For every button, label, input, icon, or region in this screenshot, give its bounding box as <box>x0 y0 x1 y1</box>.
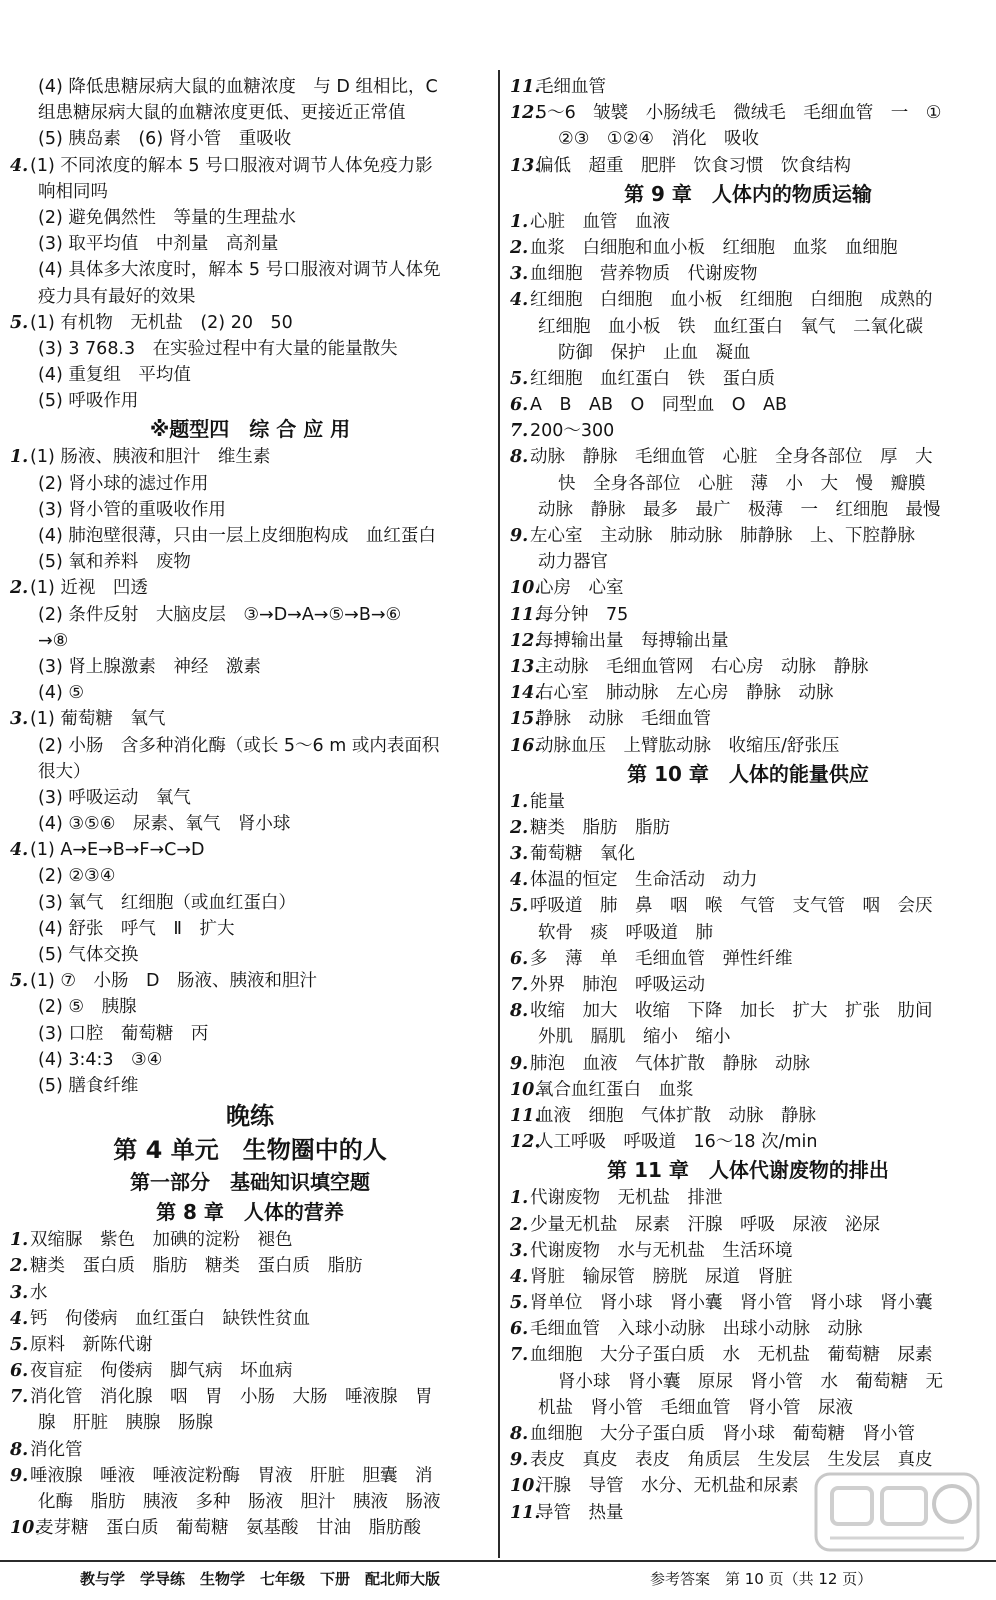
item-number: 9. <box>510 1450 529 1471</box>
answer-line: 很大） <box>38 761 91 782</box>
item-number: 2. <box>510 817 529 838</box>
answer-line: 组患糖尿病大鼠的血糖浓度更低、更接近正常值 <box>38 103 406 124</box>
answer-line: (2) 肾小球的滤过作用 <box>38 473 209 494</box>
item-number: 5. <box>10 971 29 992</box>
answer-line: 双缩脲 紫色 加碘的淀粉 褪色 <box>30 1230 293 1251</box>
item-number: 11. <box>510 77 541 97</box>
answer-line: 氧合血红蛋白 血浆 <box>536 1079 694 1100</box>
item-number: 7. <box>510 1345 529 1366</box>
answer-line: 快 全身各部位 心脏 薄 小 大 慢 瓣膜 <box>558 473 926 494</box>
answer-line: 动脉 静脉 最多 最广 极薄 一 红细胞 最慢 <box>538 499 941 520</box>
answer-line: 人工呼吸 呼吸道 16～18 次/min <box>536 1132 818 1153</box>
answer-line: (3) 3 768.3 在实验过程中有大量的能量散失 <box>38 338 398 359</box>
answer-line: 血细胞 大分子蛋白质 水 无机盐 葡萄糖 尿素 <box>530 1345 933 1366</box>
answer-line: (5) 呼吸作用 <box>38 391 139 412</box>
item-number: 4. <box>510 870 529 891</box>
answer-line: (3) 口腔 葡萄糖 丙 <box>38 1023 209 1044</box>
item-number: 4. <box>10 840 29 861</box>
item-number: 7. <box>10 1387 29 1408</box>
answer-line: 机盐 肾小管 毛细血管 肾小管 尿液 <box>538 1397 853 1418</box>
answer-line: →⑧ <box>38 630 69 651</box>
item-number: 14. <box>510 683 541 704</box>
answer-line: 钙 佝偻病 血红蛋白 缺铁性贫血 <box>30 1308 310 1329</box>
answer-line: 糖类 脂肪 脂肪 <box>530 817 670 838</box>
answer-line: 汗腺 导管 水分、无机盐和尿素 <box>536 1476 799 1497</box>
answer-line: 代谢废物 水与无机盐 生活环境 <box>530 1240 793 1261</box>
item-number: 11. <box>510 604 541 625</box>
item-number: 5. <box>510 1293 529 1314</box>
answer-line: 静脉 动脉 毛细血管 <box>536 709 711 730</box>
answer-line: 肾单位 肾小球 肾小囊 肾小管 肾小球 肾小囊 <box>530 1293 933 1314</box>
item-number: 6. <box>510 1319 529 1340</box>
item-number: 3. <box>10 1282 29 1303</box>
answer-line: 血液 细胞 气体扩散 动脉 静脉 <box>536 1105 816 1126</box>
answer-line: (2) ⑤ 胰腺 <box>38 997 137 1018</box>
item-number: 10. <box>510 1476 541 1497</box>
chapter-heading: 第 11 章 人体代谢废物的排出 <box>607 1158 889 1183</box>
answer-line: 夜盲症 佝偻病 脚气病 坏血病 <box>30 1361 293 1382</box>
page-footer <box>0 1560 996 1592</box>
answer-line: (2) 条件反射 大脑皮层 ③→D→A→⑤→B→⑥ <box>38 604 402 625</box>
item-number: 6. <box>510 948 529 969</box>
item-number: 3. <box>510 844 529 865</box>
answer-line: (1) 近视 凹透 <box>30 578 148 599</box>
chapter-heading: 第 9 章 人体内的物质运输 <box>624 181 872 206</box>
answer-line: 疫力具有最好的效果 <box>38 286 196 307</box>
answer-line: 能量 <box>530 791 565 812</box>
item-number: 3. <box>10 709 29 730</box>
answer-line: (4) 降低患糖尿病大鼠的血糖浓度 与 D 组相比，C <box>38 77 438 97</box>
item-number: 12. <box>510 630 541 651</box>
answer-line: (3) 氧气 红细胞（或血红蛋白） <box>38 892 296 913</box>
answer-line: 毛细血管 入球小动脉 出球小动脉 动脉 <box>530 1319 863 1340</box>
answer-line: 动脉 静脉 毛细血管 心脏 全身各部位 厚 大 <box>530 447 933 468</box>
answer-line: 血浆 白细胞和血小板 红细胞 血浆 血细胞 <box>530 237 898 258</box>
answer-line: 左心室 主动脉 肺动脉 肺静脉 上、下腔静脉 <box>530 526 915 546</box>
answer-line: 水 <box>30 1282 48 1303</box>
answer-line: 偏低 超重 肥胖 饮食习惯 饮食结构 <box>536 155 851 176</box>
section-heading: ※题型四 综 合 应 用 <box>149 417 351 442</box>
answer-line: 糖类 蛋白质 脂肪 糖类 蛋白质 脂肪 <box>30 1256 363 1277</box>
answer-line: (4) 具体多大浓度时，解本 5 号口服液对调节人体免 <box>38 260 441 281</box>
answer-line: (3) 肾小管的重吸收作用 <box>38 499 226 520</box>
answer-line: (1) 葡萄糖 氧气 <box>30 709 166 730</box>
answer-line: 少量无机盐 尿素 汗腺 呼吸 尿液 泌尿 <box>530 1214 880 1235</box>
answer-line: 外界 肺泡 呼吸运动 <box>530 975 705 995</box>
answer-line: (2) ②③④ <box>38 866 116 887</box>
answer-line: (5) 膳食纤维 <box>38 1075 139 1096</box>
item-number: 2. <box>10 1256 29 1277</box>
item-number: 5. <box>510 896 529 917</box>
item-number: 15. <box>510 709 541 730</box>
answer-line: 收缩 加大 收缩 下降 加长 扩大 扩张 肋间 <box>530 1001 933 1022</box>
unit-heading: 第 4 单元 生物圈中的人 <box>113 1136 387 1165</box>
item-number: 8. <box>510 447 529 468</box>
answer-line: 每搏输出量 每搏输出量 <box>536 630 729 651</box>
answer-line: 右心室 肺动脉 左心房 静脉 动脉 <box>536 683 834 704</box>
item-number: 9. <box>510 1053 529 1074</box>
answer-line: 腺 肝脏 胰腺 肠腺 <box>38 1413 213 1434</box>
answer-line: 葡萄糖 氧化 <box>530 844 635 865</box>
answer-line: 化酶 脂肪 胰液 多种 肠液 胆汁 胰液 肠液 <box>38 1492 441 1512</box>
item-number: 2. <box>10 578 29 599</box>
answer-line: (5) 胰岛素 (6) 肾小管 重吸收 <box>38 129 292 150</box>
item-number: 3. <box>510 264 529 285</box>
answer-line: 200～300 <box>530 421 615 442</box>
item-number: 5. <box>10 312 29 333</box>
item-number: 6. <box>10 1361 29 1382</box>
answer-line: (1) 肠液、胰液和胆汁 维生素 <box>30 447 271 468</box>
answer-line: 多 薄 单 毛细血管 弹性纤维 <box>530 948 793 969</box>
item-number: 6. <box>510 395 529 416</box>
answer-line: 主动脉 毛细血管网 右心房 动脉 静脉 <box>536 656 869 677</box>
item-number: 4. <box>10 1308 29 1329</box>
answer-line: (4) 3:4:3 ③④ <box>38 1049 163 1070</box>
answer-line: (4) 舒张 呼气 Ⅱ 扩大 <box>38 918 235 939</box>
answer-line: 肾脏 输尿管 膀胱 尿道 肾脏 <box>530 1266 793 1287</box>
answer-line: 唾液腺 唾液 唾液淀粉酶 胃液 肝脏 胆囊 消 <box>30 1465 433 1486</box>
answer-line: 心房 心室 <box>536 578 624 599</box>
answer-line: 消化管 消化腺 咽 胃 小肠 大肠 唾液腺 胃 <box>30 1387 433 1408</box>
answer-line: (3) 肾上腺激素 神经 激素 <box>38 656 261 677</box>
footer-page-number: 参考答案 第 10 页（共 12 页） <box>650 1570 873 1588</box>
item-number: 9. <box>10 1465 29 1486</box>
answer-line: 原料 新陈代谢 <box>30 1334 153 1355</box>
item-number: 8. <box>510 1424 529 1444</box>
answer-line: (4) ⑤ <box>38 683 85 704</box>
answer-line: 代谢废物 无机盐 排泄 <box>530 1188 723 1209</box>
answer-line: 麦芽糖 蛋白质 葡萄糖 氨基酸 甘油 脂肪酸 <box>36 1518 421 1539</box>
answer-line: (4) 肺泡壁很薄，只由一层上皮细胞构成 血红蛋白 <box>38 526 436 546</box>
item-number: 1. <box>10 447 29 468</box>
section-heading: 晚练 <box>226 1102 274 1131</box>
answer-line: 毛细血管 <box>536 77 606 97</box>
item-number: 1. <box>510 1188 529 1209</box>
answer-line: 血细胞 营养物质 代谢废物 <box>530 264 758 285</box>
answer-line: (4) ③⑤⑥ 尿素、氧气 肾小球 <box>38 814 291 835</box>
answer-line: 消化管 <box>30 1439 83 1460</box>
item-number: 4. <box>510 1266 529 1287</box>
item-number: 2. <box>510 237 529 258</box>
answer-line: 动力器官 <box>538 552 608 573</box>
item-number: 10. <box>10 1518 41 1539</box>
item-number: 10. <box>510 1079 541 1100</box>
chapter-heading: 第 8 章 人体的营养 <box>156 1200 344 1225</box>
answer-line: 红细胞 血红蛋白 铁 蛋白质 <box>530 368 775 389</box>
chapter-heading: 第 10 章 人体的能量供应 <box>627 761 869 786</box>
item-number: 12. <box>510 1132 541 1153</box>
answer-line: 每分钟 75 <box>536 604 629 625</box>
item-number: 11. <box>510 1502 541 1523</box>
item-number: 5. <box>510 368 529 389</box>
answer-line: 肾小球 肾小囊 原尿 肾小管 水 葡萄糖 无 <box>558 1371 943 1392</box>
answer-line: (1) 有机物 无机盐 (2) 20 50 <box>30 312 293 333</box>
item-number: 7. <box>510 421 529 442</box>
answer-line: (5) 氧和养料 废物 <box>38 552 191 573</box>
left-column <box>10 74 490 1541</box>
item-number: 16. <box>510 735 541 756</box>
item-number: 13. <box>510 656 541 677</box>
answer-line: 动脉血压 上臂肱动脉 收缩压/舒张压 <box>536 735 840 756</box>
answer-line: (3) 取平均值 中剂量 高剂量 <box>38 234 279 255</box>
item-number: 13. <box>510 155 541 176</box>
answer-line: 外肌 膈肌 缩小 缩小 <box>538 1027 731 1048</box>
answer-line: (2) 避免偶然性 等量的生理盐水 <box>38 207 296 228</box>
answer-line: (1) 不同浓度的解本 5 号口服液对调节人体免疫力影 <box>30 155 433 176</box>
answer-line: 5～6 皱襞 小肠绒毛 微绒毛 毛细血管 一 ① <box>536 103 942 124</box>
item-number: 3. <box>510 1240 529 1261</box>
item-number: 10. <box>510 578 541 599</box>
item-number: 11. <box>510 1105 541 1126</box>
column-divider <box>498 70 500 1558</box>
answer-line: 红细胞 白细胞 血小板 红细胞 白细胞 成熟的 <box>530 290 933 311</box>
item-number: 9. <box>510 526 529 546</box>
item-number: 5. <box>10 1334 29 1355</box>
answer-line: 导管 热量 <box>536 1502 624 1523</box>
answer-line: 软骨 痰 呼吸道 肺 <box>538 922 713 943</box>
answer-line: 防御 保护 止血 凝血 <box>558 342 751 363</box>
item-number: 8. <box>510 1001 529 1022</box>
item-number: 12. <box>510 103 541 124</box>
answer-line: A B AB O 同型血 O AB <box>530 395 787 416</box>
item-number: 4. <box>10 155 29 176</box>
item-number: 8. <box>10 1439 29 1460</box>
part-heading: 第一部分 基础知识填空题 <box>130 1170 370 1195</box>
item-number: 1. <box>510 791 529 812</box>
answer-line: 表皮 真皮 表皮 角质层 生发层 生发层 真皮 <box>530 1450 933 1471</box>
answer-line: 血细胞 大分子蛋白质 肾小球 葡萄糖 肾小管 <box>530 1424 915 1444</box>
item-number: 4. <box>510 290 529 311</box>
answer-line: 体温的恒定 生命活动 动力 <box>530 870 758 891</box>
answer-line: ②③ ①②④ 消化 吸收 <box>558 129 759 150</box>
answer-line: (4) 重复组 平均值 <box>38 365 191 386</box>
answer-line: 响相同吗 <box>38 181 108 202</box>
item-number: 1. <box>510 211 529 232</box>
answer-line: 呼吸道 肺 鼻 咽 喉 气管 支气管 咽 会厌 <box>530 896 933 917</box>
answer-line: (3) 呼吸运动 氧气 <box>38 787 191 808</box>
right-column <box>510 74 986 1526</box>
item-number: 2. <box>510 1214 529 1235</box>
answer-line: 肺泡 血液 气体扩散 静脉 动脉 <box>530 1053 810 1074</box>
watermark-stamp <box>812 1468 982 1556</box>
answer-line: (1) A→E→B→F→C→D <box>30 840 205 861</box>
answer-line: (1) ⑦ 小肠 D 肠液、胰液和胆汁 <box>30 971 318 992</box>
answer-line: 心脏 血管 血液 <box>530 211 670 232</box>
answer-line: (5) 气体交换 <box>38 945 139 965</box>
item-number: 7. <box>510 975 529 995</box>
answer-line: 红细胞 血小板 铁 血红蛋白 氧气 二氧化碳 <box>538 316 923 337</box>
footer-book-title: 教与学 学导练 生物学 七年级 下册 配北师大版 <box>80 1570 441 1588</box>
item-number: 1. <box>10 1230 29 1251</box>
answer-line: (2) 小肠 含多种消化酶（或长 5～6 m 或内表面积 <box>38 735 440 756</box>
